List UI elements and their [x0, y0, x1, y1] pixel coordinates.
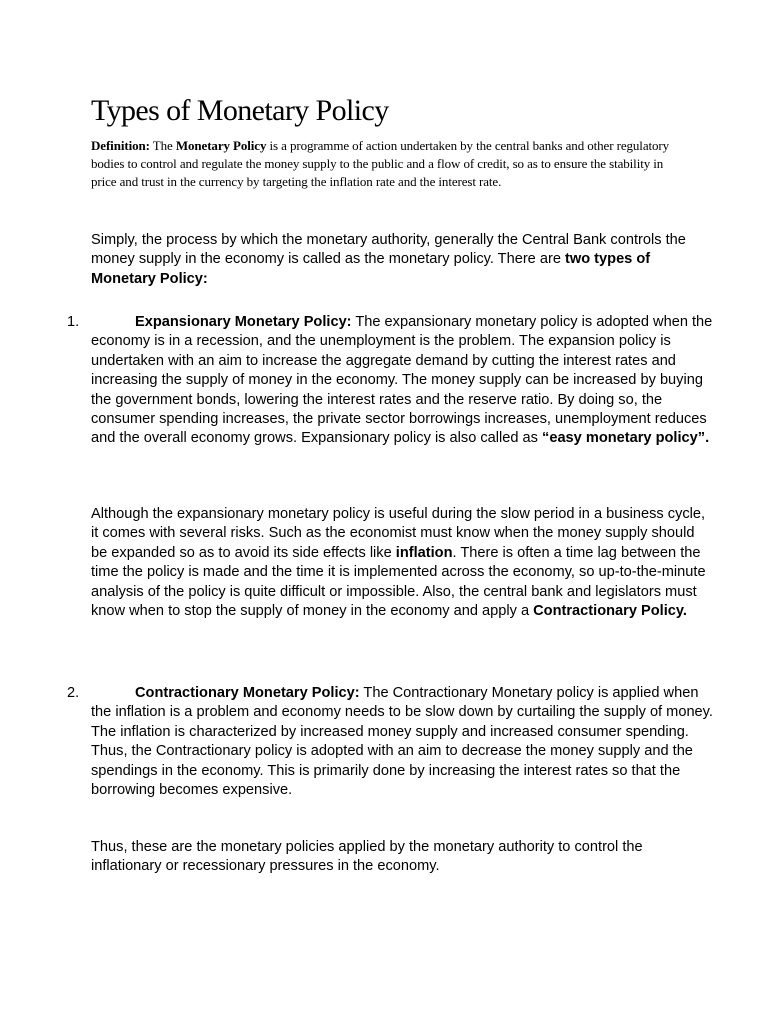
list-item-contractionary [91, 684, 721, 800]
intro-text: Simply, the process by which the monetary authority, generally the Central Bank controls the money supply in the economy is called as the monetary policy. There are [91, 232, 686, 268]
item-bold-easy-policy: “easy monetary policy”. [542, 430, 710, 447]
risk-bold-contractionary: Contractionary Policy. [533, 603, 687, 620]
list-number-2: 2. [67, 685, 80, 701]
item-heading-contractionary: Contractionary Monetary Policy: [135, 685, 360, 701]
definition-label: Definition: [91, 138, 150, 153]
page-title: Types of Monetary Policy [91, 94, 389, 127]
intro-paragraph [91, 231, 711, 289]
list-item-expansionary [91, 313, 721, 449]
risk-text-2: . There is often a time lag between the time the policy is made and the time it is implemented across the economy, so up-to-the-minute analysis of the policy is quite difficult or impossible. Also, the central bank and legislators must know when to stop the supply of money in the economy and apply a [91, 544, 706, 620]
risk-text-1: Although the expansionary monetary policy is useful during the slow period in a business cycle, it comes with several risks. Such as the economist must know when the money supply should be expanded so as to avoid its side effects like [91, 506, 706, 561]
definition-term: Monetary Policy [175, 138, 267, 153]
definition-text: is a programme of action undertaken by the central banks and other regulatory bodies to control and regulate the money supply to the public and a flow of credit, so as to ensure the stability in price and trust in the currency by targeting the inflation rate and the interest rate. [91, 138, 670, 189]
definition-pre: The [149, 138, 176, 153]
definition-paragraph [91, 137, 691, 191]
item-text-contractionary: The Contractionary Monetary policy is applied when the inflation is a problem and economy needs to be slow down by curtailing the supply of money. The inflation is characterized by increased money supply and increased consumer spending. Thus, the Contractionary policy is adopted with an aim to decrease the money supply and the spendings in the economy. This is primarily done by increasing the interest rates so that the borrowing becomes expensive. [91, 685, 713, 799]
item-heading-expansionary: Expansionary Monetary Policy: [135, 314, 352, 330]
intro-bold: two types of Monetary Policy: [91, 251, 651, 287]
risk-paragraph [91, 505, 711, 621]
conclusion-paragraph: Thus, these are the monetary policies applied by the monetary authority to control the inflationary or recessionary pressures in the economy. [91, 839, 643, 875]
list-number-1: 1. [67, 314, 80, 330]
risk-bold-inflation: inflation [395, 544, 453, 561]
item-text-expansionary: The expansionary monetary policy is adopted when the economy is in a recession, and the unemployment is the problem. The expansion policy is undertaken with an aim to increase the aggregate demand by cutting the interest rates and increasing the supply of money in the economy. The money supply can be increased by buying the government bonds, lowering the interest rates and the reserve ratio. By doing so, the consumer spending increases, the private sector borrowings increases, unemployment reduces and the overall economy grows. Expansionary policy is also called as [91, 314, 713, 447]
